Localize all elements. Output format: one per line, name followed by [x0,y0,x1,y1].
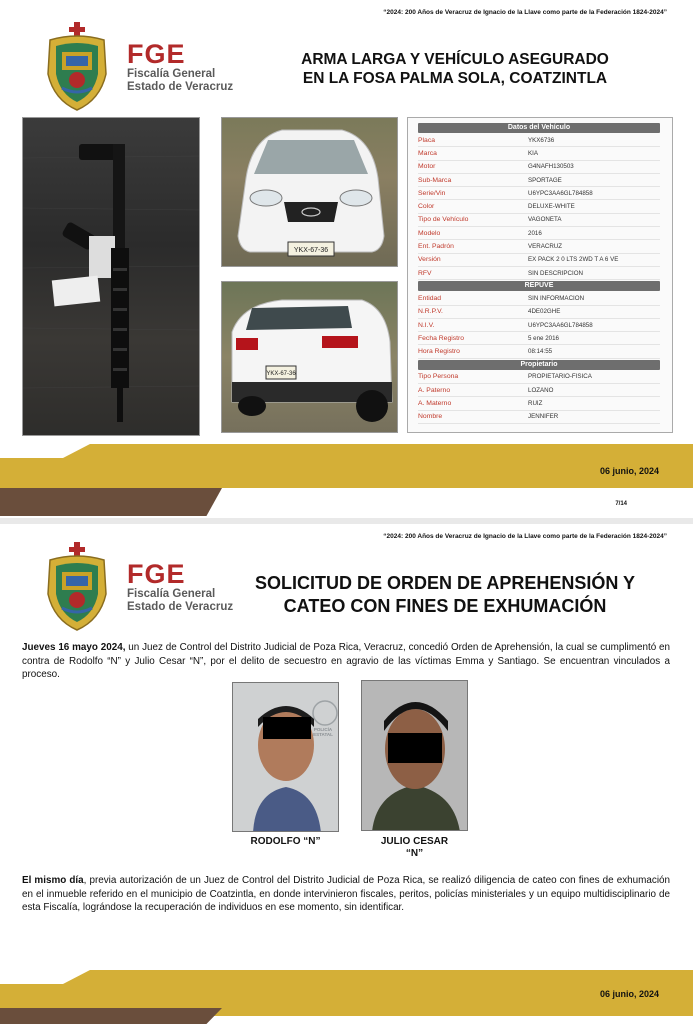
rear-plate-text: YKX-67-36 [266,371,296,377]
fge-line2: Estado de Veracruz [127,81,234,93]
footer-date: 06 junio, 2024 [599,466,659,476]
vehicle-data-value: VAGONETA [528,216,562,224]
vehicle-data-label: Placa [418,136,436,144]
vehicle-data-row [418,306,660,319]
page-title [255,50,655,89]
car-rear-photo [221,281,398,433]
fge-line1: Fiscalía General [127,68,216,80]
vehicle-data-row [418,332,660,345]
section-repuve-header: REPUVE [418,281,660,291]
vehicle-data-label: Motor [418,163,436,171]
vehicle-data-row [418,240,660,253]
mugshot-rodolfo-image [233,683,339,832]
vehicle-data-row [418,214,660,227]
vehicle-data-value: SIN INFORMACION [528,294,585,302]
fge-line2: Estado de Veracruz [127,601,234,613]
car-front-image [222,118,398,267]
vehicle-data-label: N.I.V. [418,321,435,329]
rifle-image [23,118,200,436]
vehicle-data-panel [407,117,673,433]
vehicle-data-row [418,397,660,410]
vehicle-data-row [418,187,660,200]
mugshot-rodolfo [232,682,339,832]
vehicle-data-row [418,411,660,424]
vehicle-data-value: G4NAFH130503 [528,163,574,171]
fge-acronym: FGE [127,559,186,589]
vehicle-data-label: Fecha Registro [418,334,465,342]
vehicle-data-value: 4DE02GHE [528,308,561,316]
vehicle-data-label: A. Paterno [418,386,451,394]
footer-brown-band [0,488,222,516]
vehicle-data-value: JENNIFER [528,413,559,421]
vehicle-data-row [418,174,660,187]
footer-gold-band [0,444,693,488]
caption-julio-line2: “N” [405,848,424,859]
vehicle-data-label: Modelo [418,229,441,237]
vehicle-data-row [418,267,660,280]
vehicle-data-label: Serie/Vin [418,189,446,197]
vehicle-data-row [418,254,660,267]
veracruz-shield-icon [40,22,114,112]
vehicle-data-value: KIA [528,149,538,157]
vehicle-data-row [418,227,660,240]
vehicle-data-row [418,384,660,397]
vehicle-data-label: Sub-Marca [418,176,452,184]
title-line-1: ARMA LARGA Y VEHÍCULO ASEGURADO [301,51,609,68]
vehicle-data-value: 2016 [528,229,542,237]
vehicle-rows [414,134,666,280]
vehicle-data-label: Entidad [418,294,442,302]
owner-rows [414,371,666,424]
paragraph-arrest-body: un Juez de Control del Distrito Judicial de Poza Rica, Veracruz, concedió Orden de Aprehensión, la cual se cumplimentó en contra de Rodolfo “N” y Julio Cesar “N”, por el delito de secuestro en agravio de las víctimas Emma y Santiago. Se encuentran vinculados a proceso. [22,642,670,680]
fge-logo [40,542,240,634]
footer-date: 06 junio, 2024 [599,989,659,999]
rifle-photo [22,117,200,436]
vehicle-data-value: SIN DESCRIPCION [528,269,584,277]
footer-brown-band [0,1008,222,1024]
motto-text: “2024: 200 Años de Veracruz de Ignacio de la Llave como parte de la Federación 1824-2024” [383,9,667,16]
page-title [215,572,675,617]
veracruz-shield-icon [40,542,114,632]
car-front-photo [221,117,398,267]
vehicle-data-value: SPORTAGE [528,176,562,184]
vehicle-data-value: U6YPC3AA6GL784858 [528,189,593,197]
page-number: 7/14 [615,501,627,507]
caption-julio-cesar [356,836,473,860]
vehicle-data-label: Color [418,203,435,211]
vehicle-data-label: Versión [418,256,441,264]
paragraph-exhumation [22,874,670,915]
paragraph-arrest-lead: Jueves 16 mayo 2024, [22,642,126,653]
front-plate-text: YKX-67-36 [293,247,329,254]
paragraph-arrest [22,641,670,682]
vehicle-data-label: Tipo de Vehículo [418,216,469,224]
vehicle-data-value: EX PACK 2 0 LTS 2WD T A 6 VE [528,256,619,264]
vehicle-data-value: 5 ene 2016 [528,334,559,342]
vehicle-data-value: YKX6736 [528,136,555,144]
vehicle-data-value: LOZANO [528,386,554,394]
vehicle-data-value: RUIZ [528,399,543,407]
vehicle-data-row [418,200,660,213]
vehicle-data-row [418,292,660,305]
mugshot-julio-cesar-image [362,681,468,831]
vehicle-data-row [418,134,660,147]
slide-arrest-order [0,524,693,1024]
vehicle-data-value: 08:14:55 [528,348,553,356]
motto-text: “2024: 200 Años de Veracruz de Ignacio de la Llave como parte de la Federación 1824-2024” [383,533,667,540]
vehicle-data-label: A. Materno [418,399,452,407]
section-owner-header: Propietario [418,360,660,370]
vehicle-data-value: DELUXE-WHITE [528,203,575,211]
vehicle-data-label: Tipo Persona [418,373,459,381]
vehicle-data-label: Marca [418,149,437,157]
vehicle-data-label: RFV [418,269,432,277]
vehicle-data-label: N.R.P.V. [418,308,443,316]
paragraph-exhumation-body: , previa autorización de un Juez de Control del Distrito Judicial de Poza Rica, se realizó diligencia de cateo con fines de exhumación en el inmueble referido en el municipio de Coatzintla, en donde intervinieron fiscales, peritos, policías ministeriales y un equipo multidisciplinario de esta Fiscalía, lográndose la recuperación de individuos en ese momento, sin identificar. [22,875,670,913]
vehicle-data-label: Hora Registro [418,348,460,356]
repuve-rows [414,292,666,358]
fge-line1: Fiscalía General [127,588,216,600]
fge-logo [40,22,240,114]
mugshot-bg-text: POLICÍA ESTATAL [313,727,333,737]
title-line-1: SOLICITUD DE ORDEN DE APREHENSIÓN Y [254,573,636,593]
paragraph-exhumation-lead: El mismo día [22,875,84,886]
mugshot-julio-cesar [361,680,468,831]
title-line-2: EN LA FOSA PALMA SOLA, COATZINTLA [302,70,608,88]
vehicle-data-row [418,371,660,384]
vehicle-data-row [418,161,660,174]
vehicle-data-row [418,319,660,332]
vehicle-data-value: VERACRUZ [528,243,563,251]
vehicle-data-label: Nombre [418,413,443,421]
vehicle-data-row [418,345,660,358]
vehicle-data-label: Ent. Padrón [418,243,454,251]
car-rear-image [222,282,398,433]
vehicle-data-value: U6YPC3AA6GL784858 [528,321,593,329]
caption-julio-line1: JULIO CESAR [380,836,449,847]
title-line-2: CATEO CON FINES DE EXHUMACIÓN [283,595,607,616]
vehicle-data-value: PROPIETARIO-FISICA [528,373,592,381]
fge-acronym: FGE [127,39,186,69]
section-vehicle-header: Datos del Vehículo [418,123,660,133]
caption-rodolfo: RODOLFO “N” [250,836,321,847]
vehicle-data-row [418,147,660,160]
